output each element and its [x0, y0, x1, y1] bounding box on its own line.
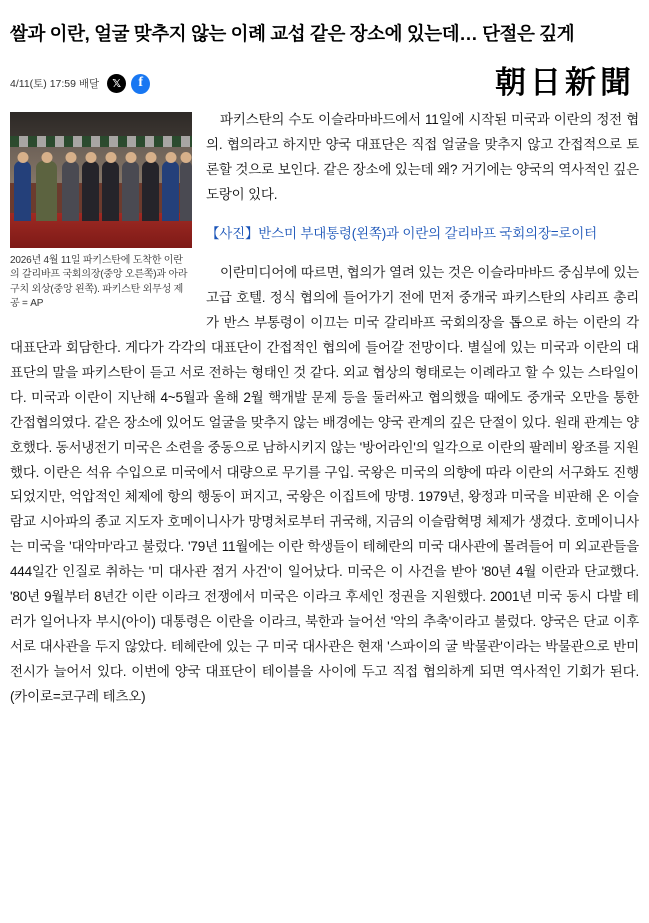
photo-caption: 2026년 4월 11일 파키스탄에 도착한 이란의 갈리바프 국회의장(중앙 오른쪽)과 아라구치 외상(중앙 왼쪽). 파키스탄 외무성 제공 = AP — [10, 254, 188, 310]
article-photo — [10, 112, 192, 248]
article-meta-row — [8, 58, 641, 102]
x-share-icon[interactable]: 𝕏 — [107, 74, 126, 93]
share-buttons[interactable] — [107, 74, 150, 94]
publish-date: 4/11(토) 17:59 배달 — [10, 78, 100, 91]
paragraph-main: 이란미디어에 따르면, 협의가 열려 있는 것은 이슬라마바드 중심부에 있는 고급 호텔. 정식 협의에 들어가기 전에 먼저 중개국 파키스탄의 샤리프 총리가 반스 부통령이 이끄는 미국 갈리바프 국회의장을 톱으로 하는 이란의 각 대표단과 회담한다. 게다가 각각의 대표단이 간접적인 협의에 들어갈 전망이다. 별실에 있는 미국과 이란의 대표단의 말을 파키스탄이 듣고 서로 전하는 형태인 것 같다. 외교 협상의 형태로는 이례라고 할 수 있는 스타일이다. 미국과 이란이 지난해 4~5월과 올해 2월 핵개발 문제 등을 둘러싸고 협의했을 때에도 중개국 오만을 통한 간접협의였다. 같은 장소에 있어도 얼굴을 맞추지 않는 배경에는 양국 관계의 깊은 단절이 있다. 원래 관계는 양호했다. 동서냉전기 미국은 소련을 중동으로 남하시키지 않는 '방어라인'의 일각으로 이란의 팔레비 왕조를 지원했다. 이란은 석유 수입으로 미국에서 대량으로 무기를 구입. 국왕은 미국의 의향에 따라 이란의 서구화도 진행되었지만, 억압적인 체제에 항의 행동이 퍼지고, 국왕은 이집트에 망명. 1979년, 왕정과 미국을 비판해 온 이슬람교 시아파의 종교 지도자 호메이니사가 망명처로부터 귀국해, 지금의 이슬람혁명 체제가 생겼다. 호메이니사는 미국을 '대악마'라고 불렀다. '79년 11월에는 이란 학생들이 테헤란의 미국 대사관에 몰려들어 미 외교관들을 444일간 인질로 취하는 '미 대사관 점거 사건'이 일어났다. 미국은 이 사건을 받아 '80년 4월 이란과 단교했다. '80년 9월부터 8년간 이란 이라크 전쟁에서 미국은 이라크 후세인 정권을 지원했다. 2001년 미국 동시 다발 테러가 일어나자 부시(아이) 대통령은 이란을 이라크, 북한과 늘어선 '악의 추축'이라고 불렀다. 양국은 단교 이후 서로 대사관을 두지 않았다. 테헤란에 있는 구 미국 대사관은 현재 '스파이의 굴 박물관'이라는 박물관으로 반미 전시가 늘어서 있다. 이번에 양국 대표단이 테이블을 사이에 두고 직접 협의하게 되면 역사적인 기회가 된다. (카이로=코구레 테츠오) — [10, 264, 639, 705]
article-body — [8, 102, 641, 724]
page-title: 쌀과 이란, 얼굴 맞추지 않는 이례 교섭 같은 장소에 있는데… 단절은 깊게 — [10, 23, 575, 45]
newspaper-masthead: 朝日新聞 — [495, 65, 635, 102]
facebook-share-icon[interactable]: f — [131, 74, 150, 94]
article-page — [0, 12, 649, 923]
paragraph-lead: 파키스탄의 수도 이슬라마바드에서 11일에 시작된 미국과 이란의 정전 협의. 협의라고 하지만 양국 대표단은 직접 얼굴을 맞추지 않고 간접적으로 토론할 것으로 보인다. 같은 장소에 있는데 왜? 거기에는 양국의 역사적인 깊은 도랑이 있다. — [206, 111, 639, 202]
photo-credit-link[interactable]: 【사진】반스미 부대통령(왼쪽)과 이란의 갈리바프 국회의장=로이터 — [206, 225, 597, 241]
meta-left-group — [10, 74, 150, 94]
article-figure — [10, 112, 192, 312]
